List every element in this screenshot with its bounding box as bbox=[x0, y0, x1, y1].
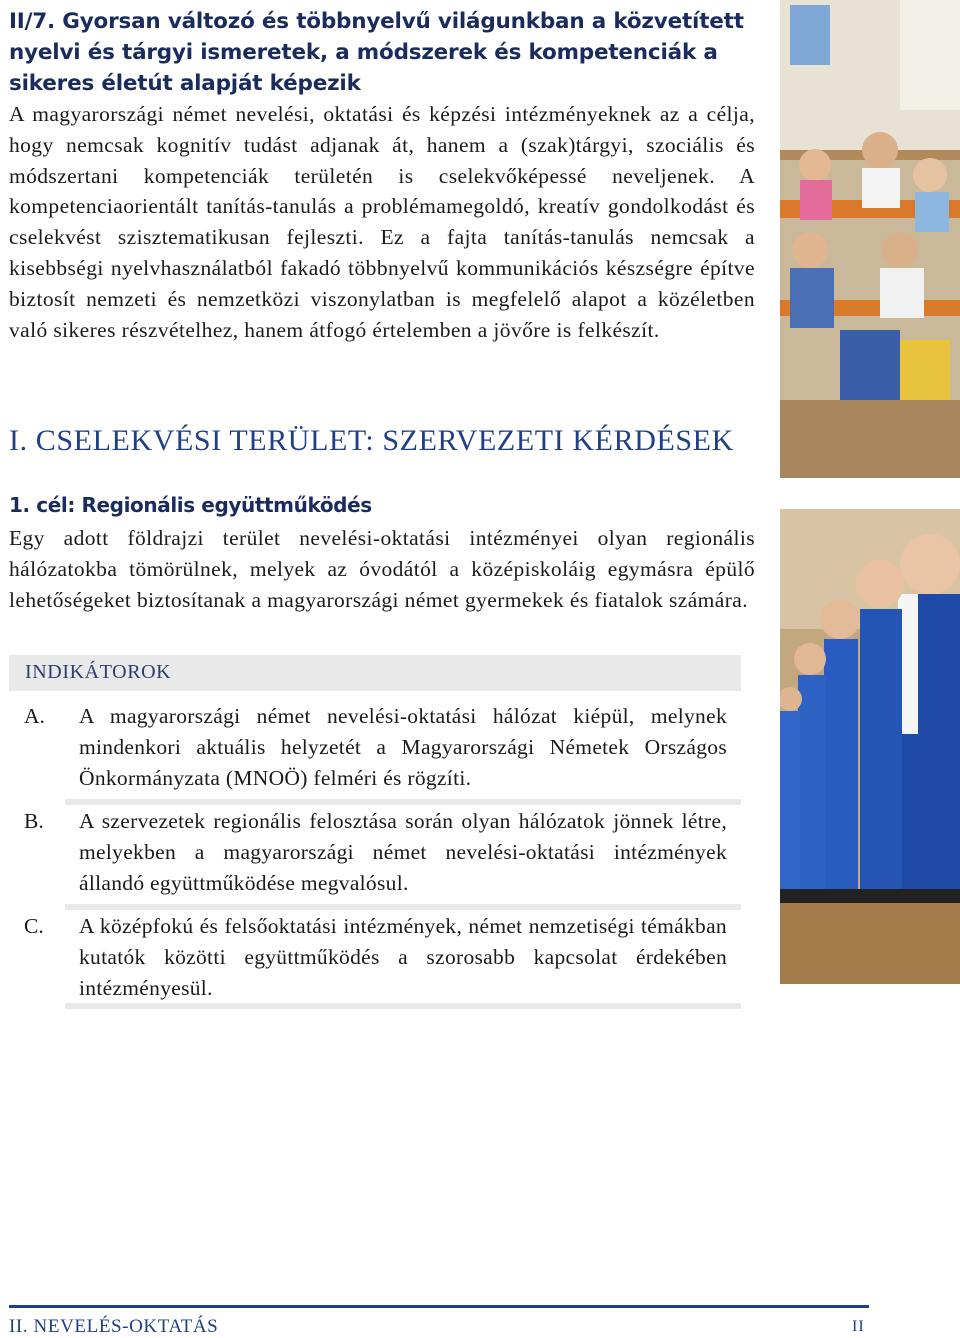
goal-section bbox=[9, 493, 755, 615]
classroom-photo bbox=[780, 0, 960, 478]
indicator-letter: B. bbox=[24, 809, 44, 833]
indicator-text: A magyarországi német nevelési-oktatási hálózat kiépül, melynek mindenkori aktuális helyzetét a Magyarországi Németek Országos Önkormányzata (MNOÖ) felméri és rögzíti. bbox=[79, 704, 727, 790]
section-title: Gyorsan változó és többnyelvű világunkban a közvetített nyelvi és tárgyi ismeretek, a módszerek és kompetenciák a sikeres életút alapját képezik bbox=[9, 9, 744, 96]
indicator-text: A középfokú és felsőoktatási intézmények, német nemzetiségi témákban kutatók közötti együttműködés a szorosabb kapcsolat érdekében intézményesül. bbox=[79, 914, 727, 1000]
indicator-letter: C. bbox=[24, 914, 44, 938]
chapter-title: I. CSELEKVÉSI TERÜLET: SZERVEZETI KÉRDÉSEK bbox=[9, 424, 734, 457]
indicator-item bbox=[9, 806, 741, 912]
indicator-item bbox=[9, 701, 741, 807]
children-photo bbox=[780, 509, 960, 984]
children-photo-image bbox=[780, 509, 960, 984]
indicators-header bbox=[9, 655, 741, 691]
classroom-photo-image bbox=[780, 0, 960, 478]
footer-rule bbox=[9, 1305, 869, 1308]
indicator-divider bbox=[65, 1003, 741, 1009]
indicator-letter: A. bbox=[24, 704, 45, 728]
indicator-item bbox=[9, 911, 741, 1011]
indicator-divider bbox=[65, 799, 741, 805]
section-body: A magyarországi német nevelési, oktatási és képzési intézményeknek az a célja, hogy nemcsak kognitív tudást adjanak át, hanem a (szak)tárgyi, szociális és módszertani kompetenciák területén is cselekvőképessé neveljenek. A kompetenciaorientált tanítás-tanulás a problémamegoldó, kreatív gondolkodást és cselekvést szisztematikusan fejleszti. Ez a fajta tanítás-tanulás nemcsak a kisebbségi nyelvhasználatból fakadó többnyelvű kommunikációs készségre építve biztosít nemzeti és nemzetközi viszonylatban is megfelelő alapot a közéletben való sikeres részvételhez, hanem átfogó értelemben a jövőre is felkészít. bbox=[9, 102, 755, 342]
indicators-header-label: INDIKÁTOROK bbox=[25, 661, 172, 683]
goal-body: Egy adott földrajzi terület nevelési-oktatási intézményei olyan regionális hálózatokba tömörülnek, melyek az óvodától a középiskoláig egymásra épülő lehetőségeket biztosítanak a magyarországi német gyermekek és fiatalok számára. bbox=[9, 526, 755, 612]
section-code: II/7. bbox=[9, 9, 55, 34]
page-number: II bbox=[852, 1318, 865, 1335]
footer-section-label: II. NEVELÉS-OKTATÁS bbox=[9, 1316, 219, 1337]
indicator-divider bbox=[65, 904, 741, 910]
indicator-text: A szervezetek regionális felosztása során olyan hálózatok jönnek létre, melyekben a magyarországi német nevelési-oktatási intézmények állandó együttműködése megvalósul. bbox=[79, 809, 727, 895]
goal-title: 1. cél: Regionális együttműködés bbox=[9, 493, 372, 517]
intro-section bbox=[9, 6, 755, 345]
section-heading bbox=[9, 6, 755, 99]
